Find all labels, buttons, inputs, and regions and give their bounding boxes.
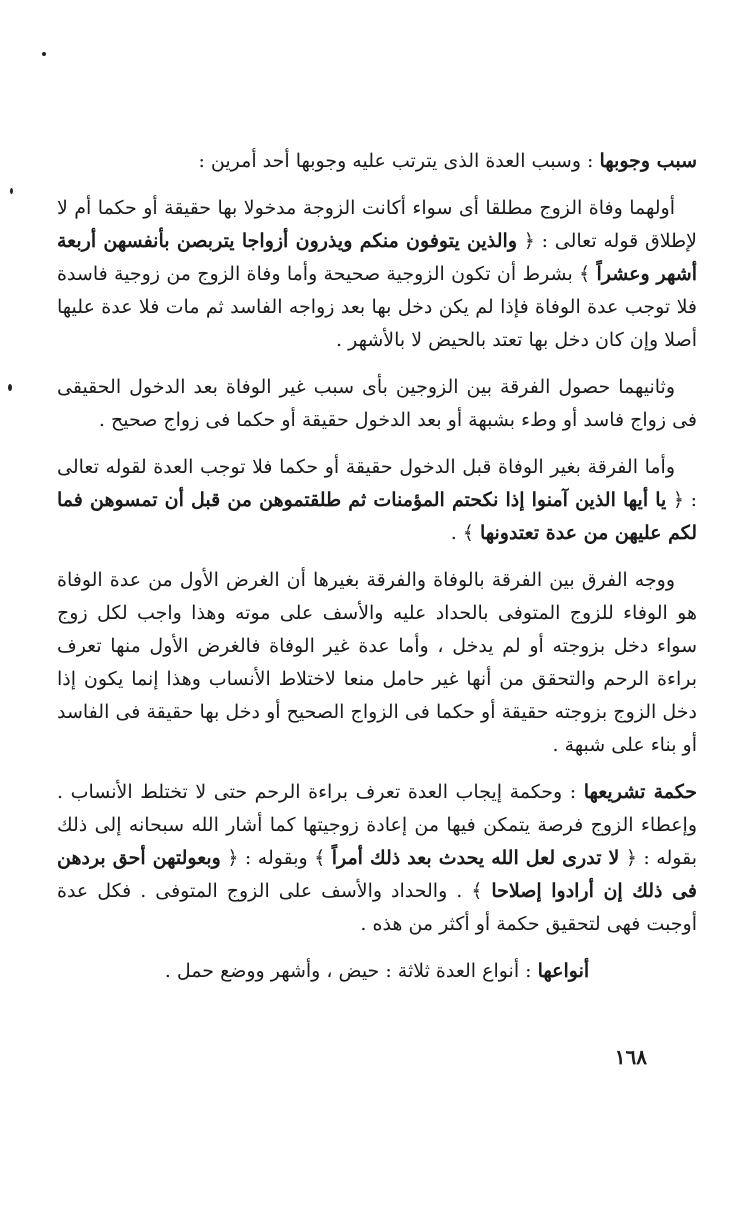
heading-cause: سبب وجوبها bbox=[599, 150, 697, 172]
paragraph-text: ﴾ . والحداد والأسف على الزوج المتوفى . فكل عدة أوجبت فهى لتحقيق حكمة أو أكثر من هذه . bbox=[57, 880, 697, 935]
paragraph-text: ﴾ بشرط أن تكون الزوجية صحيحة وأما وفاة الزوج من زوجية فاسدة فلا توجب عدة الوفاة فإذا لم يكن دخل بها بعد زواجه الفاسد ثم مات فلا عدة عليها أصلا وإن كان دخل بها تعتد بالحيض لا بالأشهر . bbox=[57, 263, 697, 351]
paragraph-text: وأما الفرقة بغير الوفاة قبل الدخول حقيقة أو حكما فلا توجب العدة لقوله تعالى : ﴿ bbox=[57, 456, 697, 511]
paragraph-types bbox=[57, 955, 697, 988]
quran-verse: يا أيها الذين آمنوا إذا نكحتم المؤمنات ثم طلقتموهن من قبل أن تمسوهن فما لكم عليهن من عدة تعتدونها bbox=[57, 489, 697, 544]
page-number: ١٦٨ bbox=[614, 1045, 647, 1069]
quran-verse: والذين يتوفون منكم ويذرون أزواجا يتربصن بأنفسهن أربعة أشهر وعشراً bbox=[57, 230, 697, 285]
paragraph-text: أولهما وفاة الزوج مطلقا أى سواء أكانت الزوجة مدخولا بها حقيقة أو حكما أم لا لإطلاق قوله تعالى : ﴿ bbox=[57, 197, 697, 252]
paragraph-second-cause: وثانيهما حصول الفرقة بين الزوجين بأى سبب غير الوفاة بعد الدخول الحقيقى فى زواج فاسد أو وطء بشبهة أو بعد الدخول حقيقة أو حكما فى زواج صحيح . bbox=[57, 376, 697, 431]
paragraph-cause bbox=[57, 145, 697, 178]
paragraph-difference: ووجه الفرق بين الفرقة بالوفاة والفرقة بغيرها أن الغرض الأول من عدة الوفاة هو الوفاء للزوج المتوفى بالحداد عليه والأسف على موته وهذا واجب لكل زوج سواء دخل بزوجته أو لم يدخل ، وأما عدة غير الوفاة فالغرض الأول منها تعرف براءة الرحم والتحقق من أنها غير حامل منعا لاختلاط الأنساب وهذا إنما يكون إذا دخل الزوج بزوجته حقيقة أو حكما فى الزواج الصحيح أو دخل بها حقيقة فى الفاسد أو بناء على شبهة . bbox=[57, 569, 697, 756]
quran-verse: وبعولتهن أحق بردهن فى ذلك إن أرادوا إصلاحا bbox=[57, 847, 697, 902]
paragraph-text: ﴾ . bbox=[450, 522, 480, 544]
paragraph-text: : وحكمة إيجاب العدة تعرف براءة الرحم حتى لا تختلط الأنساب . وإعطاء الزوج فرصة يتمكن فيها من إعادة زوجيتها كما أشار الله سبحانه إلى ذلك بقوله : ﴿ bbox=[57, 781, 697, 869]
scan-speck bbox=[8, 384, 12, 391]
quran-verse: لا تدرى لعل الله يحدث بعد ذلك أمراً bbox=[331, 847, 620, 869]
heading-wisdom: حكمة تشريعها bbox=[583, 781, 697, 803]
paragraph-wisdom bbox=[57, 776, 697, 941]
scan-speck bbox=[10, 188, 13, 194]
paragraph-text: : أنواع العدة ثلاثة : حيض ، وأشهر ووضع حمل . bbox=[164, 960, 538, 982]
scan-speck bbox=[42, 52, 46, 56]
paragraph-text: ﴾ وبقوله : ﴿ bbox=[220, 847, 332, 869]
paragraph-first-cause bbox=[57, 192, 697, 357]
heading-types: أنواعها bbox=[537, 960, 590, 982]
document-body bbox=[57, 145, 697, 1002]
paragraph-text: : وسبب العدة الذى يترتب عليه وجوبها أحد أمرين : bbox=[198, 150, 600, 172]
paragraph-separation-before-consummation bbox=[57, 451, 697, 550]
